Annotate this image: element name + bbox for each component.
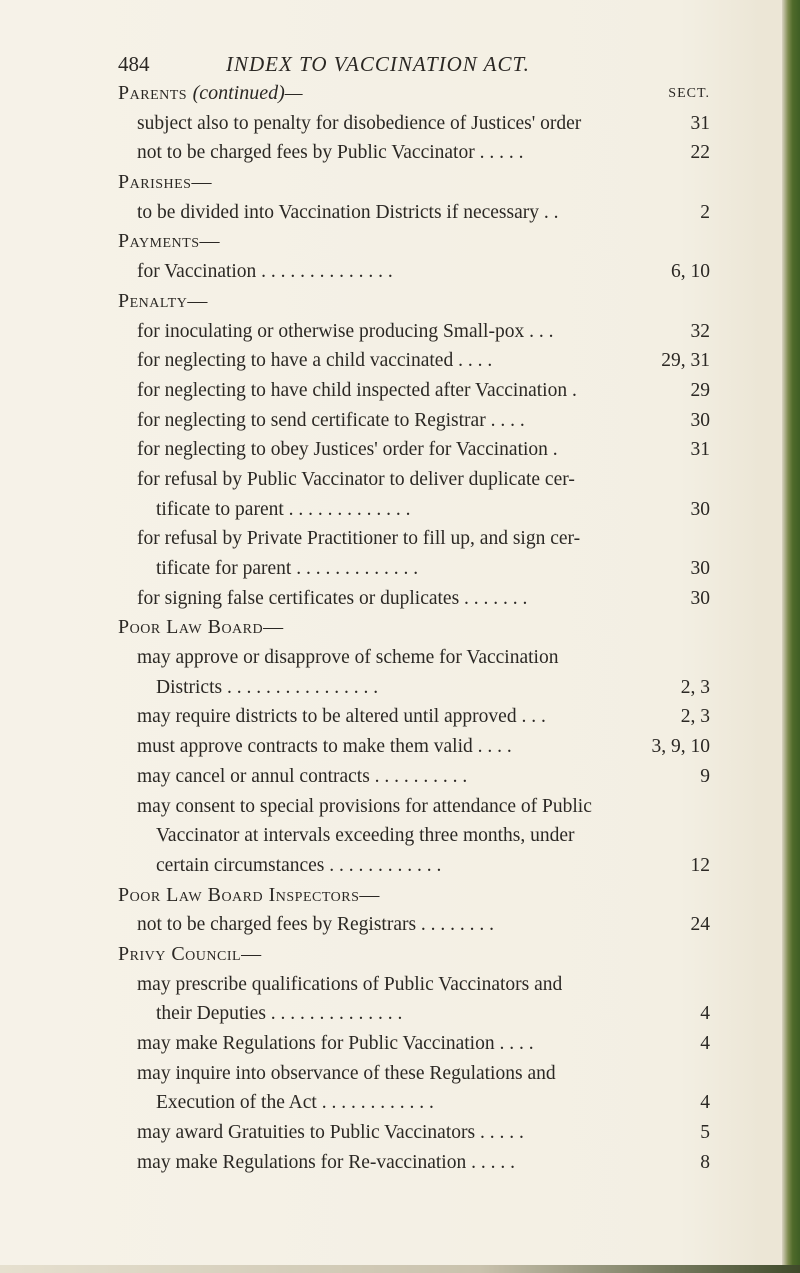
- entry-text: subject also to penalty for disobedience of Justices' order: [137, 112, 582, 134]
- section-reference: 8: [700, 1151, 710, 1173]
- section-reference: 22: [690, 142, 710, 164]
- entry-text: may consent to special provisions for attendance of Public: [137, 795, 592, 817]
- section-reference: 30: [690, 409, 710, 431]
- entry-text: not to be charged fees by Public Vaccinator . . . . .: [137, 142, 524, 164]
- entry-text: their Deputies . . . . . . . . . . . . . .: [156, 1003, 403, 1025]
- section-reference: 12: [690, 854, 710, 876]
- index-heading-line: [118, 287, 710, 317]
- entry-text: for neglecting to have child inspected after Vaccination .: [137, 379, 577, 401]
- section-reference: 6, 10: [671, 261, 710, 283]
- index-heading: Poor Law Board—: [118, 616, 284, 639]
- entry-text: may make Regulations for Public Vaccination . . . .: [137, 1033, 534, 1054]
- index-entry: [118, 1118, 710, 1148]
- index-entry: [118, 673, 710, 703]
- entry-text: for neglecting to obey Justices' order for Vaccination .: [137, 439, 558, 461]
- section-reference: 5: [700, 1122, 710, 1144]
- entry-text: certain circumstances . . . . . . . . . . . .: [156, 854, 442, 876]
- section-reference: 31: [690, 112, 710, 134]
- index-entry: [118, 198, 710, 228]
- index-entry: [118, 1148, 710, 1178]
- entry-text: may cancel or annul contracts . . . . . . . . . .: [137, 765, 468, 787]
- section-reference: 30: [690, 558, 710, 579]
- section-reference: 2: [700, 201, 710, 223]
- section-reference: 4: [700, 1033, 710, 1054]
- entry-text: for inoculating or otherwise producing Small-pox . . .: [137, 320, 554, 342]
- section-reference: 31: [690, 439, 710, 461]
- index-entry: [118, 1029, 710, 1059]
- entry-text: tificate to parent . . . . . . . . . . . . .: [156, 498, 411, 520]
- index-heading: Poor Law Board Inspectors—: [118, 883, 380, 906]
- index-entry: [118, 702, 710, 732]
- section-reference: 3, 9, 10: [651, 736, 710, 758]
- index-heading-line: [118, 79, 710, 109]
- page-header: [118, 44, 698, 84]
- section-reference: 4: [700, 1003, 710, 1025]
- entry-text: Districts . . . . . . . . . . . . . . . .: [156, 676, 379, 698]
- entry-text: to be divided into Vaccination Districts if necessary . .: [137, 201, 559, 223]
- index-entry: [118, 1088, 710, 1118]
- page-edge-shadow: [782, 0, 800, 1273]
- entry-text: may make Regulations for Re-vaccination . . . . .: [137, 1151, 515, 1173]
- index-heading-line: [118, 613, 710, 643]
- section-reference: 4: [700, 1092, 710, 1114]
- entry-text: may approve or disapprove of scheme for Vaccination: [137, 647, 559, 669]
- section-reference: 32: [690, 320, 710, 342]
- index-entry: [118, 792, 710, 822]
- index-entry: [118, 970, 710, 1000]
- index-entry: [118, 138, 710, 168]
- index-entry: [118, 851, 710, 881]
- index-heading-line: [118, 227, 710, 257]
- index-entry: [118, 465, 710, 495]
- index-entry: [118, 1059, 710, 1089]
- page-number: 484: [118, 52, 150, 76]
- index-entry: [118, 495, 710, 525]
- section-column-label: SECT.: [668, 86, 710, 101]
- index-entry: [118, 643, 710, 673]
- section-reference: 9: [700, 765, 710, 787]
- running-title: INDEX TO VACCINATION ACT.: [226, 52, 530, 76]
- page-bottom-edge: [0, 1265, 800, 1273]
- section-reference: 2, 3: [680, 706, 710, 728]
- section-reference: 30: [690, 498, 710, 520]
- index-entry: [118, 109, 710, 139]
- index-entry: [118, 376, 710, 406]
- index-heading-line: [118, 168, 710, 198]
- section-reference: 29, 31: [661, 350, 710, 372]
- index-entry: [118, 346, 710, 376]
- index-entry: [118, 554, 710, 584]
- entry-text: for refusal by Private Practitioner to fill up, and sign cer-: [137, 528, 581, 550]
- index-heading-line: [118, 940, 710, 970]
- section-reference: 30: [690, 587, 710, 609]
- index-entry: [118, 584, 710, 614]
- entry-text: must approve contracts to make them valid . . . .: [137, 736, 512, 758]
- index-heading: Penalty—: [118, 289, 208, 312]
- entry-text: may require districts to be altered until approved . . .: [137, 706, 546, 728]
- continued-note: (continued)—: [192, 82, 303, 104]
- index-entry: [118, 762, 710, 792]
- entry-text: may inquire into observance of these Regulations and: [137, 1062, 556, 1084]
- index-entry: [118, 821, 710, 851]
- entry-text: may prescribe qualifications of Public Vaccinators and: [137, 973, 563, 995]
- entry-text: for refusal by Public Vaccinator to deliver duplicate cer-: [137, 468, 575, 490]
- section-reference: 24: [690, 914, 710, 936]
- entry-text: for neglecting to send certificate to Registrar . . . .: [137, 409, 525, 431]
- section-reference: 2, 3: [680, 676, 710, 698]
- entry-text: for neglecting to have a child vaccinated . . . .: [137, 350, 493, 372]
- entry-text: tificate for parent . . . . . . . . . . . . .: [156, 558, 419, 579]
- index-entry: [118, 524, 710, 554]
- index-entry: [118, 910, 710, 940]
- index-entry: [118, 406, 710, 436]
- index-heading-line: [118, 881, 710, 911]
- entry-text: may award Gratuities to Public Vaccinators . . . . .: [137, 1122, 524, 1144]
- entry-text: for Vaccination . . . . . . . . . . . . . .: [137, 261, 393, 283]
- index-entry: [118, 732, 710, 762]
- index-entry: [118, 257, 710, 287]
- entry-text: for signing false certificates or duplicates . . . . . . .: [137, 587, 528, 609]
- index-entries: [118, 79, 710, 1177]
- entry-text: Execution of the Act . . . . . . . . . . . .: [156, 1092, 434, 1114]
- entry-text: not to be charged fees by Registrars . . . . . . . .: [137, 914, 495, 936]
- index-entry: [118, 317, 710, 347]
- index-heading: Payments—: [118, 230, 221, 253]
- index-entry: [118, 435, 710, 465]
- index-heading: Privy Council—: [118, 942, 262, 965]
- index-heading: Parents (continued)—: [118, 82, 303, 104]
- index-entry: [118, 999, 710, 1029]
- index-heading: Parishes—: [118, 171, 212, 194]
- section-reference: 29: [690, 379, 710, 401]
- entry-text: Vaccinator at intervals exceeding three months, under: [156, 825, 575, 847]
